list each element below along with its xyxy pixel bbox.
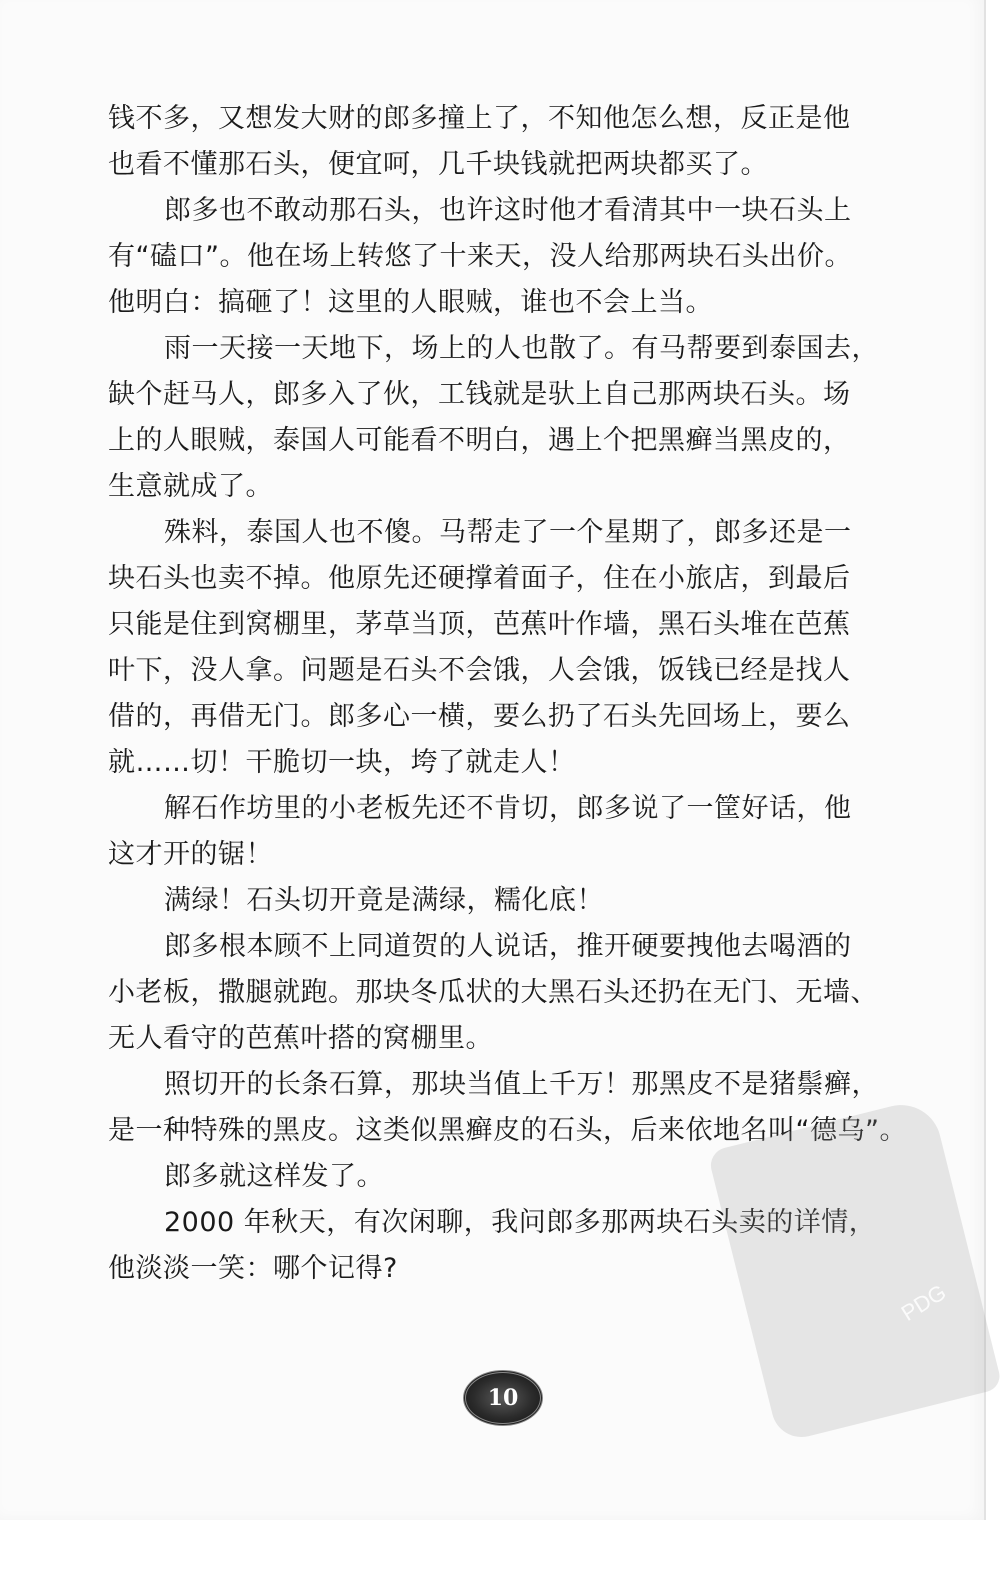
- page-number: 10: [487, 1385, 519, 1411]
- text-line: 借的，再借无门。郎多心一横，要么扔了石头先回场上，要么: [108, 701, 851, 732]
- text-line: 这才开的锯！: [108, 839, 273, 870]
- text-line: 缺个赶马人，郎多入了伙，工钱就是驮上自己那两块石头。场: [108, 379, 851, 410]
- text-line: 是一种特殊的黑皮。这类似黑癣皮的石头，后来依地名叫“德乌”。: [108, 1115, 907, 1146]
- stamp-watermark-text: PDG: [896, 1279, 951, 1326]
- text-line: 叶下，没人拿。问题是石头不会饿，人会饿，饭钱已经是找人: [108, 655, 851, 686]
- text-line: 雨一天接一天地下，场上的人也散了。有马帮要到泰国去，: [164, 333, 879, 364]
- text-line: 解石作坊里的小老板先还不肯切，郎多说了一筐好话，他: [164, 793, 852, 824]
- text-line: 只能是住到窝棚里，茅草当顶，芭蕉叶作墙，黑石头堆在芭蕉: [108, 609, 851, 640]
- text-line: 上的人眼贼，泰国人可能看不明白，遇上个把黑癣当黑皮的，: [108, 425, 851, 456]
- text-line: 郎多根本顾不上同道贺的人说话，推开硬要拽他去喝酒的: [164, 931, 852, 962]
- page-margin-bottom: [0, 1520, 1000, 1592]
- page-number-badge: [463, 1370, 543, 1426]
- text-line: 块石头也卖不掉。他原先还硬撑着面子，住在小旅店，到最后: [108, 563, 851, 594]
- text-line: 照切开的长条石算，那块当值上千万！那黑皮不是猪鬃癣，: [164, 1069, 879, 1100]
- text-line: 他明白：搞砸了！这里的人眼贼，谁也不会上当。: [108, 287, 713, 318]
- text-line: 郎多也不敢动那石头，也许这时他才看清其中一块石头上: [164, 195, 852, 226]
- text-line: 满绿！石头切开竟是满绿，糯化底！: [164, 885, 604, 916]
- text-line: 无人看守的芭蕉叶搭的窝棚里。: [108, 1023, 493, 1054]
- text-line: 有“磕口”。他在场上转悠了十来天，没人给那两块石头出价。: [108, 241, 852, 272]
- text-line: 生意就成了。: [108, 471, 273, 502]
- text-line: 钱不多，又想发大财的郎多撞上了，不知他怎么想，反正是他: [108, 103, 851, 134]
- text-line: 郎多就这样发了。: [164, 1161, 384, 1192]
- body-text: [108, 96, 907, 1292]
- text-line: 就……切！干脆切一块，垮了就走人！: [108, 747, 576, 778]
- text-line: 也看不懂那石头，便宜呵，几千块钱就把两块都买了。: [108, 149, 768, 180]
- text-line: 殊料，泰国人也不傻。马帮走了一个星期了，郎多还是一: [164, 517, 852, 548]
- text-line: 小老板，撒腿就跑。那块冬瓜状的大黑石头还扔在无门、无墙、: [108, 977, 878, 1008]
- text-line: 2000 年秋天，有次闲聊，我问郎多那两块石头卖的详情，: [164, 1207, 877, 1238]
- text-line: 他淡淡一笑：哪个记得?: [108, 1253, 398, 1284]
